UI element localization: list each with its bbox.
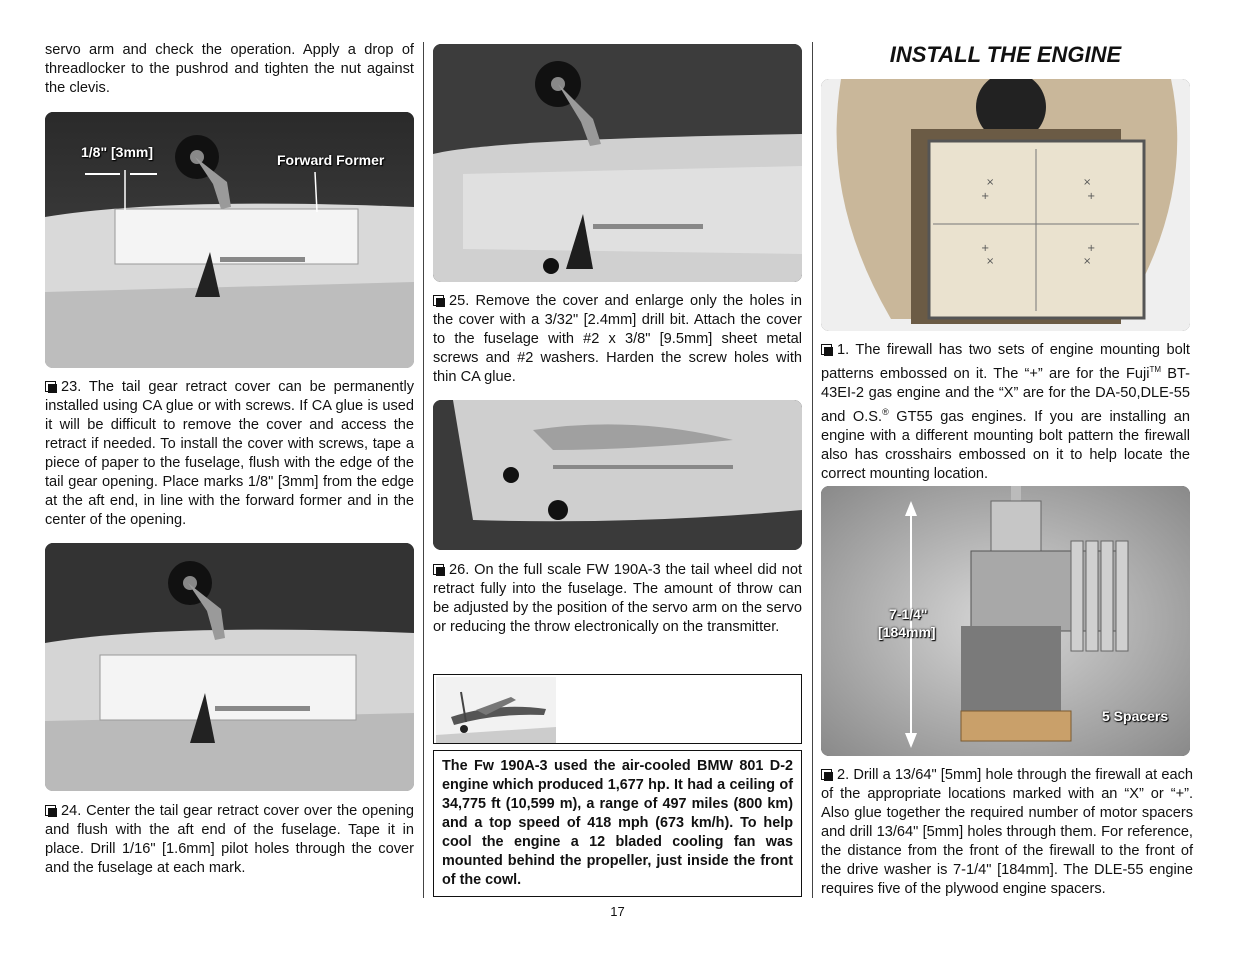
step-25	[433, 292, 802, 387]
cover-screwed-illustration	[433, 44, 802, 282]
firewall-photo	[821, 79, 1190, 331]
engine-step-1-text-b: BT-43EI-2 gas engine and the “X” are for the DA-50,DLE-55 and O.S.	[821, 365, 1190, 425]
fw190-airplane-image	[436, 677, 556, 743]
gap-label: 1/8" [3mm]	[81, 144, 153, 160]
svg-text:×: ×	[1083, 256, 1092, 267]
cover-screwed-photo	[433, 44, 802, 282]
retract-cover-illustration	[45, 543, 414, 791]
tail-wheel-photo	[433, 400, 802, 550]
dimension-label-inches: 7-1/4"	[889, 606, 928, 622]
fact-box	[433, 750, 802, 897]
step-24	[45, 802, 414, 878]
svg-text:+: +	[981, 191, 990, 202]
page-number: 17	[610, 904, 625, 919]
tail-gear-paper-photo	[45, 112, 414, 368]
forward-former-label: Forward Former	[277, 152, 385, 168]
registered-symbol: ®	[882, 406, 889, 417]
engine-step-2	[821, 766, 1193, 899]
plane-image-box	[433, 674, 802, 744]
svg-text:+: +	[1087, 243, 1096, 254]
svg-text:×: ×	[986, 256, 995, 267]
svg-text:×: ×	[1083, 177, 1092, 188]
svg-text:+: +	[981, 243, 990, 254]
section-title: INSTALL THE ENGINE	[889, 42, 1122, 67]
step-26-checkbox[interactable]	[433, 564, 444, 575]
firewall-illustration	[821, 79, 1190, 331]
step-23-checkbox[interactable]	[45, 381, 56, 392]
column-divider-1	[423, 42, 424, 898]
svg-text:+: +	[1087, 191, 1096, 202]
retract-cover-photo	[45, 543, 414, 791]
step-23	[45, 378, 414, 530]
engine-photo	[821, 486, 1190, 756]
column-divider-2	[812, 42, 813, 898]
step-23-text: 23. The tail gear retract cover can be permanently installed using CA glue or with screws. If CA glue is used it will be difficult to remove the cover and access the retract if needed. To install the cover with screws, tape a piece of paper to the fuselage, flush with the edge of the tail gear opening. Place marks 1/8" [3mm] from the edge at the aft end, in line with the forward former and in the center of the opening.	[45, 379, 414, 528]
engine-step-2-text: 2. Drill a 13/64" [5mm] hole through the firewall at each of the appropriate locations marked with an “X” or “+”. Also glue together the required number of motor spacers and drill 13/64" [5mm] holes through them. For reference, the distance from the front of the firewall to the front of the drive washer is 7-1/4" [184mm]. The DLE-55 engine requires five of the plywood engine spacers.	[821, 767, 1193, 897]
engine-step-1	[821, 341, 1190, 484]
step-25-checkbox[interactable]	[433, 295, 444, 306]
step-24-text: 24. Center the tail gear retract cover over the opening and flush with the aft end of the fuselage. Tape it in place. Drill 1/16" [1.6mm] pilot holes through the cover and the fuselage at each mark.	[45, 803, 414, 876]
engine-step-2-checkbox[interactable]	[821, 769, 832, 780]
step-26-text: 26. On the full scale FW 190A-3 the tail wheel did not retract fully into the fuselage. The amount of throw can be adjusted by the position of the servo arm on the servo or reducing the throw electronically on the transmitter.	[433, 562, 802, 635]
tail-wheel-illustration	[433, 400, 802, 550]
intro-paragraph: servo arm and check the operation. Apply a drop of threadlocker to the pushrod and tighten the nut against the clevis.	[45, 42, 414, 96]
fact-text: The Fw 190A-3 used the air-cooled BMW 801 D-2 engine which produced 1,677 hp. It had a ceiling of 34,775 ft (10,599 m), a range of 497 miles (800 km) and a top speed of 418 mph (673 km/h). To help cool the engine a 12 bladed cooling fan was mounted behind the propeller, just inside the front of the cowl.	[442, 758, 793, 888]
engine-step-1-text-c: GT55 gas engines. If you are installing an engine with a different mounting bolt pattern the firewall also has crosshairs embossed on it to help locate the correct mounting location.	[821, 408, 1190, 482]
svg-text:×: ×	[986, 177, 995, 188]
step-26	[433, 561, 802, 637]
dimension-label-mm: [184mm]	[878, 624, 936, 640]
engine-step-1-text-a: 1. The firewall has two sets of engine mounting bolt patterns embossed on it. The “+” are for the Fuji	[821, 342, 1190, 382]
step-24-checkbox[interactable]	[45, 805, 56, 816]
step-25-text: 25. Remove the cover and enlarge only the holes in the cover with a 3/32" [2.4mm] drill bit. Attach the cover to the fuselage with #2 x 3/8" [9.5mm] sheet metal screws and #2 washers. Harden the screw holes with thin CA glue.	[433, 293, 802, 385]
spacers-label: 5 Spacers	[1102, 708, 1169, 724]
trademark-symbol: TM	[1149, 365, 1162, 374]
engine-step-1-checkbox[interactable]	[821, 344, 832, 355]
